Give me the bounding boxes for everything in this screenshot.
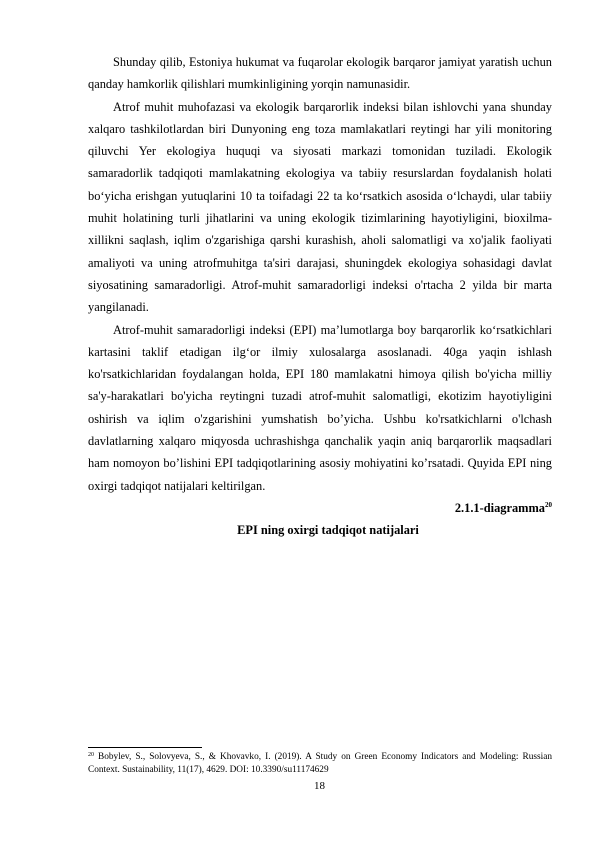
paragraph-3: Atrof-muhit samaradorligi indeksi (EPI) ma’lumotlarga boy barqarorlik ko‘rsatkichlari kartasini taklif etadigan ilg‘or ilmiy xulosalarga asoslanadi. 40ga yaqin ishlash ko'rsatkichlaridan foydalangan holda, EPI 180 mamlakatni himoya qilish bo'yicha milliy sa'y-harakatlari bo'yicha reytingni tuzadi atrof-muhit salomatligi, ekotizim hayotiyligini oshirish va iqlim o'zgarishini yumshatish bo’yicha. Ushbu ko'rsatkichlarni o'lchash davlatlarning xalqaro miqyosda uchrashishga qanchalik yaqin aniq barqarorlik maqsadlari ham nomoyon bo’lishini EPI tadqiqotlarining asosiy mohiyatini ko’rsatadi. Quyida EPI ning oxirgi tadqiqot natijalari keltirilgan.: [88, 322, 552, 493]
footnote-divider: [88, 747, 202, 748]
page-number: 18: [314, 780, 325, 792]
body-text: [88, 51, 552, 542]
footnote: [88, 751, 552, 776]
footnote-text: Bobylev, S., Solovyeva, S., & Khovavko, I. (2019). A Study on Green Economy Indicators and Modeling: Russian Context. Sustainability, 11(17), 4629. DOI: 10.3390/su11174629: [88, 752, 552, 775]
diagram-number: [88, 497, 552, 519]
diagram-title: EPI ning oxirgi tadqiqot natijalari: [237, 523, 419, 538]
footnote-reference: 20: [545, 500, 552, 509]
diagram-number-label: 2.1.1-diagramma: [454, 500, 545, 515]
paragraph-1: Shunday qilib, Estoniya hukumat va fuqarolar ekologik barqaror jamiyat yaratish uchun qanday hamkorlik qilishlari mumkinligining yorqin namunasidir.: [88, 55, 552, 92]
footnote-marker: 20: [88, 752, 94, 758]
paragraph-2: Atrof muhit muhofazasi va ekologik barqarorlik indeksi bilan ishlovchi yana shunday xalqaro tashkilotlardan biri Dunyoning eng toza mamlakatlari reytingi har yili monitoring qiluvchi Yer ekologiya huquqi va siyosati markazi tomonidan tuziladi. Ekologik samaradorlik tadqiqoti mamlakatning ekologiya va tabiiy resurslardan foydalanish holati bo‘yicha erishgan yutuqlarini 10 ta toifadagi 22 ta ko‘rsatkich asosida o‘lchaydi, ular tabiiy muhit holatining turli jihatlarini va uning ekologik tizimlarining hayotiyligini, bioxilma-xillikni saqlash, iqlim o'zgarishiga qarshi kurashish, aholi salomatligi va xo'jalik faoliyati amaliyoti va uning atrofmuhitga ta'siri darajasi, shuningdek ekologiya sohasidagi davlat siyosatining samaradorligi. Atrof-muhit samaradorligi indeksi o'rtacha 2 yilda bir marta yangilanadi.: [88, 99, 552, 315]
